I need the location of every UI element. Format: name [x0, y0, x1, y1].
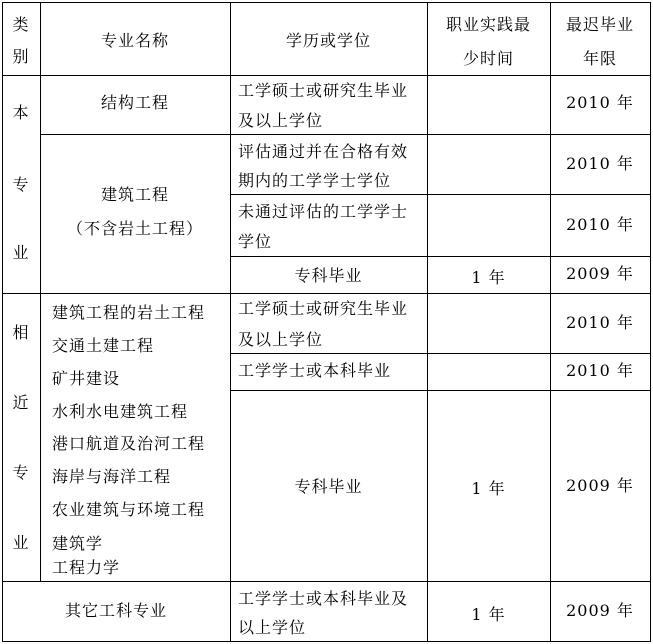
border-bottom — [2, 641, 650, 642]
related-major-item: 海岸与海洋工程 — [52, 467, 172, 486]
major-civil-1: 建筑工程 — [100, 185, 169, 204]
related-major-item: 建筑工程的岩土工程 — [52, 303, 206, 322]
degree-r7: 专科毕业 — [294, 477, 363, 496]
category-related-3: 专 — [12, 463, 30, 482]
degree-r4: 专科毕业 — [294, 266, 363, 285]
border-degree-right — [427, 2, 428, 642]
major-structural: 结构工程 — [100, 93, 169, 112]
category-related-2: 近 — [12, 393, 30, 412]
major-civil-2: （不含岩土工程） — [66, 219, 203, 238]
degree-r3-line2: 学位 — [238, 232, 273, 251]
category-this-major-2: 专 — [12, 175, 30, 194]
header-deadline-1: 最迟毕业 — [565, 15, 634, 34]
category-this-major-3: 业 — [12, 243, 30, 262]
degree-r1-line1: 工学硕士或研究生毕业 — [238, 81, 409, 100]
degree-r6: 工学学士或本科毕业 — [238, 361, 392, 380]
category-related-4: 业 — [12, 533, 30, 552]
related-major-item: 港口航道及治河工程 — [52, 434, 206, 453]
border-right — [650, 2, 651, 642]
border-this-major-bottom — [2, 293, 650, 294]
related-major-item: 农业建筑与环境工程 — [52, 500, 206, 519]
header-degree: 学历或学位 — [285, 31, 371, 50]
degree-r8-line2: 以上学位 — [238, 618, 307, 637]
border-major-right — [230, 2, 231, 642]
degree-r5-line1: 工学硕士或研究生毕业 — [238, 299, 409, 318]
related-major-item: 工程力学 — [52, 558, 121, 577]
border-r3-bottom — [230, 256, 650, 257]
practice-r4: 1 年 — [471, 268, 506, 287]
degree-r3-line1: 未通过评估的工学学士 — [238, 202, 409, 221]
deadline-r4: 2009 年 — [566, 264, 634, 283]
related-major-item: 交通土建工程 — [52, 336, 155, 355]
degree-r8-line1: 工学学士或本科毕业及 — [238, 589, 409, 608]
related-major-item: 建筑学 — [52, 534, 104, 553]
category-this-major-1: 本 — [12, 103, 30, 122]
header-deadline-2: 年限 — [582, 49, 617, 68]
border-r1-bottom — [40, 134, 650, 135]
deadline-r8: 2009 年 — [566, 601, 634, 620]
related-major-item: 水利水电建筑工程 — [52, 402, 189, 421]
header-category-1: 类 — [12, 15, 30, 34]
practice-r8: 1 年 — [471, 605, 506, 624]
degree-r2-line1: 评估通过并在合格有效 — [238, 142, 409, 161]
degree-r2-line2: 期内的工学学士学位 — [238, 171, 392, 190]
deadline-r6: 2010 年 — [566, 361, 634, 380]
border-header-bottom — [2, 75, 650, 76]
degree-r1-line2: 及以上学位 — [238, 111, 324, 130]
category-other: 其它工科专业 — [64, 601, 167, 620]
header-category-2: 别 — [12, 47, 30, 66]
header-major-name: 专业名称 — [100, 31, 169, 50]
deadline-r7: 2009 年 — [566, 476, 634, 495]
border-r5-bottom — [230, 353, 650, 354]
degree-r5-line2: 及以上学位 — [238, 330, 324, 349]
header-practice-1: 职业实践最 — [445, 15, 531, 34]
category-related-1: 相 — [12, 323, 30, 342]
related-major-item: 矿井建设 — [52, 369, 121, 388]
header-practice-2: 少时间 — [462, 49, 514, 68]
practice-r7: 1 年 — [471, 479, 506, 498]
border-cat-right — [40, 2, 41, 582]
deadline-r1: 2010 年 — [566, 93, 634, 112]
deadline-r3: 2010 年 — [566, 215, 634, 234]
deadline-r5: 2010 年 — [566, 313, 634, 332]
border-r2-bottom — [230, 194, 650, 195]
border-r6-bottom — [230, 390, 650, 391]
border-top — [2, 2, 650, 3]
deadline-r2: 2010 年 — [566, 154, 634, 173]
border-related-bottom — [2, 581, 650, 582]
